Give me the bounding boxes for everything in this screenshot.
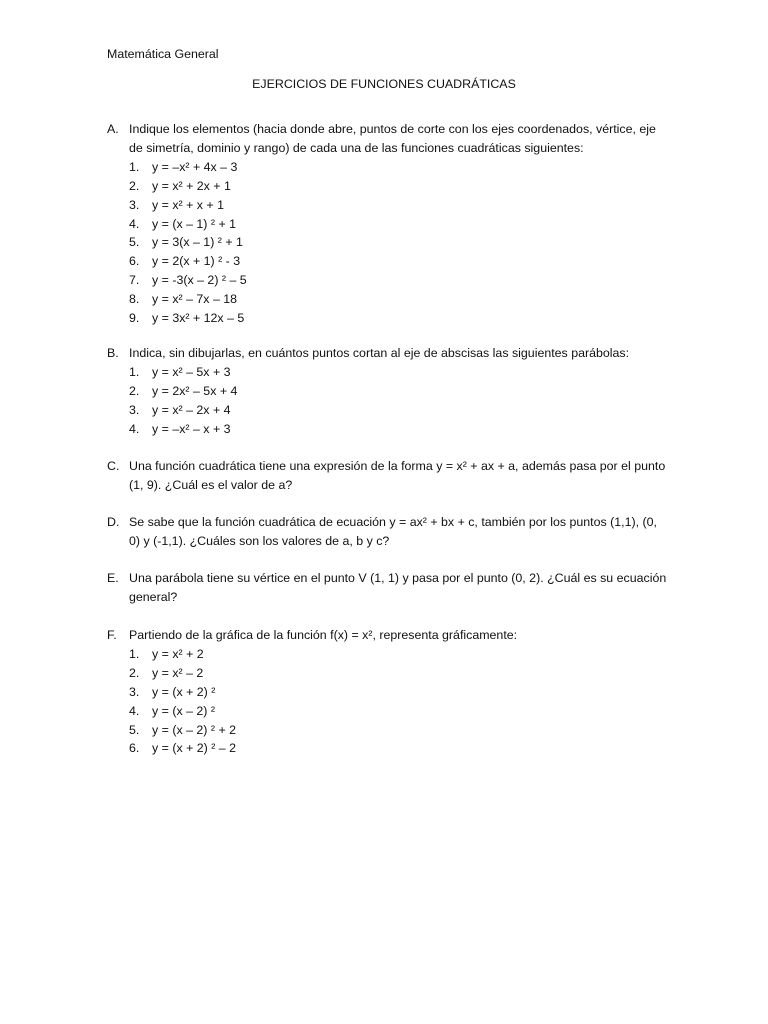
list-item bbox=[107, 196, 667, 215]
exercise-letter: D. bbox=[107, 515, 120, 529]
list-item bbox=[107, 215, 667, 234]
list-item bbox=[107, 664, 667, 683]
item-number: 9. bbox=[129, 311, 140, 326]
item-number: 3. bbox=[129, 402, 140, 417]
item-number: 1. bbox=[129, 646, 140, 661]
exercise-letter: E. bbox=[107, 571, 119, 585]
item-number: 6. bbox=[129, 741, 140, 756]
item-number: 4. bbox=[129, 216, 140, 231]
list-item bbox=[107, 177, 667, 196]
exercise-letter: C. bbox=[107, 459, 120, 473]
exercise-a bbox=[107, 120, 667, 328]
exercise-f-statement bbox=[107, 626, 667, 645]
exercise-d-statement bbox=[107, 513, 667, 551]
exercise-a-list bbox=[107, 158, 667, 328]
item-expression: y = –x² + 4x – 3 bbox=[152, 159, 238, 174]
exercise-d bbox=[107, 513, 667, 551]
exercise-b-list bbox=[107, 363, 667, 439]
list-item bbox=[107, 309, 667, 328]
list-item bbox=[107, 158, 667, 177]
item-number: 8. bbox=[129, 292, 140, 307]
exercise-text: Se sabe que la función cuadrática de ecuación y = ax² + bx + c, también por los puntos (1,1), (0, 0) y (-1,1). ¿Cuáles son los valores de a, b y c? bbox=[129, 515, 657, 548]
list-item bbox=[107, 271, 667, 290]
item-number: 6. bbox=[129, 254, 140, 269]
exercise-text: Partiendo de la gráfica de la función f(x) = x², representa gráficamente: bbox=[129, 628, 518, 642]
exercise-f-list bbox=[107, 645, 667, 758]
item-expression: y = x² – 2x + 4 bbox=[152, 402, 231, 417]
item-number: 1. bbox=[129, 364, 140, 379]
item-expression: y = x² – 7x – 18 bbox=[152, 292, 238, 307]
list-item bbox=[107, 363, 667, 382]
item-expression: y = 3(x – 1) ² + 1 bbox=[152, 235, 243, 250]
item-expression: y = x² + 2x + 1 bbox=[152, 178, 231, 193]
item-expression: y = (x + 2) ² bbox=[152, 684, 216, 699]
item-expression: y = 2x² – 5x + 4 bbox=[152, 383, 238, 398]
item-number: 5. bbox=[129, 235, 140, 250]
item-expression: y = –x² – x + 3 bbox=[152, 421, 231, 436]
list-item bbox=[107, 420, 667, 439]
list-item bbox=[107, 739, 667, 758]
list-item bbox=[107, 401, 667, 420]
document-title: EJERCICIOS DE FUNCIONES CUADRÁTICAS bbox=[252, 77, 516, 91]
item-number: 1. bbox=[129, 159, 140, 174]
item-number: 2. bbox=[129, 383, 140, 398]
exercise-text: Una parábola tiene su vértice en el punto V (1, 1) y pasa por el punto (0, 2). ¿Cuál es su ecuación general? bbox=[129, 571, 667, 604]
exercise-a-statement bbox=[107, 120, 667, 158]
list-item bbox=[107, 702, 667, 721]
exercise-e-statement bbox=[107, 569, 667, 607]
exercise-letter: F. bbox=[107, 628, 117, 642]
list-item bbox=[107, 683, 667, 702]
item-number: 2. bbox=[129, 178, 140, 193]
exercise-b-statement bbox=[107, 344, 667, 363]
item-expression: y = x² – 2 bbox=[152, 665, 204, 680]
exercise-e bbox=[107, 569, 667, 607]
item-number: 4. bbox=[129, 703, 140, 718]
item-number: 3. bbox=[129, 684, 140, 699]
list-item bbox=[107, 382, 667, 401]
exercise-text: Indique los elementos (hacia donde abre, puntos de corte con los ejes coordenados, vértice, eje de simetría, dominio y rango) de cada una de las funciones cuadráticas siguientes: bbox=[129, 122, 656, 155]
exercise-c bbox=[107, 457, 667, 495]
item-expression: y = 3x² + 12x – 5 bbox=[152, 311, 245, 326]
item-expression: y = x² + x + 1 bbox=[152, 197, 224, 212]
exercise-f bbox=[107, 626, 667, 758]
item-number: 5. bbox=[129, 722, 140, 737]
document-header: Matemática General bbox=[107, 47, 219, 61]
list-item bbox=[107, 252, 667, 271]
exercise-text: Indica, sin dibujarlas, en cuántos puntos cortan al eje de abscisas las siguientes parábolas: bbox=[129, 346, 630, 360]
exercise-letter: A. bbox=[107, 122, 119, 136]
exercise-text: Una función cuadrática tiene una expresión de la forma y = x² + ax + a, además pasa por el punto (1, 9). ¿Cuál es el valor de a? bbox=[129, 459, 666, 492]
exercise-letter: B. bbox=[107, 346, 119, 360]
item-expression: y = -3(x – 2) ² – 5 bbox=[152, 273, 247, 288]
list-item bbox=[107, 290, 667, 309]
item-expression: y = (x – 2) ² bbox=[152, 703, 215, 718]
item-expression: y = x² + 2 bbox=[152, 646, 204, 661]
item-number: 7. bbox=[129, 273, 140, 288]
exercise-c-statement bbox=[107, 457, 667, 495]
item-expression: y = x² – 5x + 3 bbox=[152, 364, 231, 379]
item-number: 4. bbox=[129, 421, 140, 436]
list-item bbox=[107, 233, 667, 252]
item-number: 2. bbox=[129, 665, 140, 680]
item-number: 3. bbox=[129, 197, 140, 212]
item-expression: y = (x + 2) ² – 2 bbox=[152, 741, 237, 756]
item-expression: y = 2(x + 1) ² - 3 bbox=[152, 254, 241, 269]
item-expression: y = (x – 2) ² + 2 bbox=[152, 722, 237, 737]
list-item bbox=[107, 645, 667, 664]
list-item bbox=[107, 721, 667, 740]
exercise-b bbox=[107, 344, 667, 439]
item-expression: y = (x – 1) ² + 1 bbox=[152, 216, 237, 231]
